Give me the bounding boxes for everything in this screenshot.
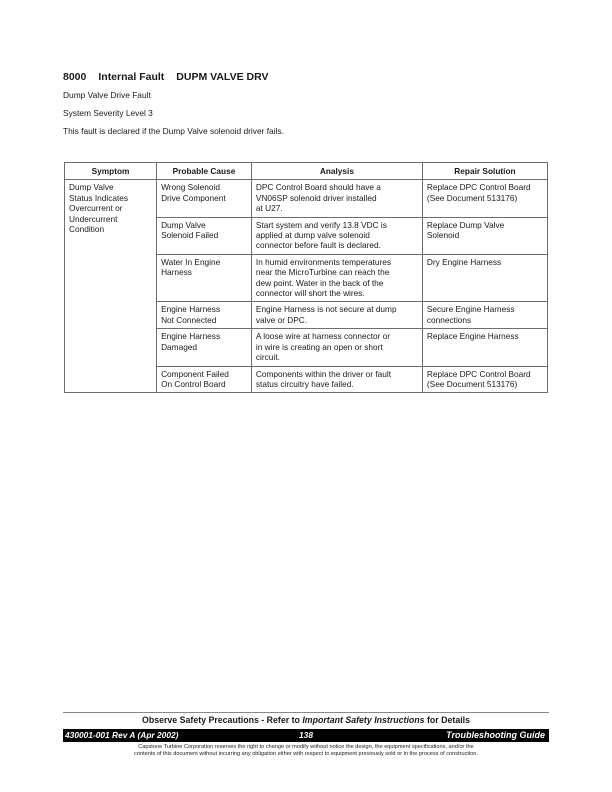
table-header-row xyxy=(65,163,548,180)
repair-solution-cell-line: Dry Engine Harness xyxy=(426,256,502,267)
table-row xyxy=(65,180,548,217)
repair-solution-cell xyxy=(422,217,547,254)
analysis-cell-line: In humid environments temperatures xyxy=(255,256,392,267)
analysis-cell-line: DPC Control Board should have a xyxy=(255,182,381,193)
footer-divider xyxy=(63,712,549,713)
probable-cause-cell-line: Wrong Solenoid xyxy=(161,182,220,193)
repair-solution-cell xyxy=(422,254,547,302)
guide-title: Troubleshooting Guide xyxy=(446,730,545,740)
safety-note-prefix: Observe Safety Precautions - Refer to xyxy=(141,715,303,725)
analysis-cell xyxy=(251,366,422,393)
probable-cause-cell xyxy=(157,254,252,302)
repair-solution-cell-line: Replace Dump Valve xyxy=(426,219,505,230)
fault-name: DUPM VALVE DRV xyxy=(176,71,269,83)
probable-cause-cell-line: Drive Component xyxy=(161,192,226,203)
analysis-cell xyxy=(251,180,422,217)
repair-solution-cell-line: Solenoid xyxy=(426,230,460,241)
analysis-cell-line: Components within the driver or fault xyxy=(255,368,392,379)
repair-solution-cell xyxy=(422,366,547,393)
repair-solution-cell xyxy=(422,180,547,217)
probable-cause-cell xyxy=(157,180,252,217)
analysis-cell-line: Engine Harness is not secure at dump xyxy=(255,304,397,315)
repair-solution-cell-line: Replace DPC Control Board xyxy=(426,368,531,379)
analysis-cell-line: connector before fault is declared. xyxy=(255,240,381,251)
probable-cause-cell-line: Engine Harness xyxy=(161,304,221,315)
probable-cause-cell-line: Damaged xyxy=(161,341,198,352)
probable-cause-cell-line: Not Connected xyxy=(161,314,217,325)
severity-level: System Severity Level 3 xyxy=(63,108,153,118)
analysis-cell-line: VN06SP solenoid driver installed xyxy=(255,192,377,203)
analysis-cell-line: at U27. xyxy=(255,203,283,214)
repair-solution-cell-line: connections xyxy=(426,314,472,325)
probable-cause-cell-line: Dump Valve xyxy=(161,219,206,230)
probable-cause-cell-line: Water In Engine xyxy=(161,256,221,267)
disclaimer-line: Capstone Turbine Corporation reserves the right to change or modify without notice the design, the equipment specifications, and/or the xyxy=(138,744,474,750)
probable-cause-cell-line: On Control Board xyxy=(161,378,226,389)
repair-solution-cell-line: Replace DPC Control Board xyxy=(426,182,531,193)
analysis-cell-line: Start system and verify 13.8 VDC is xyxy=(255,219,387,230)
analysis-cell xyxy=(251,254,422,302)
column-header-analysis: Analysis xyxy=(251,163,422,180)
column-header-repair-solution: Repair Solution xyxy=(422,163,547,180)
safety-note-reference: Important Safety Instructions xyxy=(302,715,425,725)
fault-subtitle: Dump Valve Drive Fault xyxy=(63,90,151,100)
analysis-cell xyxy=(251,302,422,329)
repair-solution-cell-line: (See Document 513176) xyxy=(426,192,518,203)
page-number: 138 xyxy=(299,730,313,740)
repair-solution-cell xyxy=(422,302,547,329)
disclaimer-line: contents of this document without incurring any obligation either with respect to equipment previously sold or in the process of construction. xyxy=(134,751,478,758)
disclaimer xyxy=(63,744,549,759)
fault-table xyxy=(64,162,548,393)
repair-solution-cell-line: Replace Engine Harness xyxy=(426,331,519,342)
analysis-cell-line: near the MicroTurbine can reach the xyxy=(255,267,390,278)
column-header-probable-cause: Probable Cause xyxy=(157,163,252,180)
probable-cause-cell-line: Solenoid Failed xyxy=(161,230,219,241)
analysis-cell-line: in wire is creating an open or short xyxy=(255,341,383,352)
probable-cause-cell-line: Engine Harness xyxy=(161,331,221,342)
analysis-cell-line: applied at dump valve solenoid xyxy=(255,230,370,241)
analysis-cell-line: circuit. xyxy=(255,352,280,363)
analysis-cell-line: A loose wire at harness connector or xyxy=(255,331,391,342)
probable-cause-cell-line: Component Failed xyxy=(161,368,229,379)
fault-heading xyxy=(63,71,268,83)
probable-cause-cell xyxy=(157,217,252,254)
probable-cause-cell xyxy=(157,302,252,329)
symptom-cell-line: Condition xyxy=(69,224,105,235)
probable-cause-cell-line: Harness xyxy=(161,267,192,278)
analysis-cell xyxy=(251,329,422,366)
fault-title: Internal Fault xyxy=(98,71,165,83)
footer-bar xyxy=(63,729,549,742)
symptom-cell-line: Undercurrent xyxy=(69,213,118,224)
symptom-cell-line: Status Indicates xyxy=(69,192,129,203)
probable-cause-cell xyxy=(157,366,252,393)
probable-cause-cell xyxy=(157,329,252,366)
symptom-cell xyxy=(65,180,157,393)
analysis-cell-line: connector will short the wires. xyxy=(255,288,365,299)
repair-solution-cell xyxy=(422,329,547,366)
table-body xyxy=(65,180,548,393)
safety-note xyxy=(63,715,549,725)
column-header-symptom: Symptom xyxy=(65,163,157,180)
analysis-cell xyxy=(251,217,422,254)
repair-solution-cell-line: Secure Engine Harness xyxy=(426,304,515,315)
analysis-cell-line: valve or DPC. xyxy=(255,314,308,325)
symptom-cell-line: Overcurrent or xyxy=(69,203,123,214)
repair-solution-cell-line: (See Document 513176) xyxy=(426,378,518,389)
safety-note-suffix: for Details xyxy=(424,715,471,725)
document-id: 430001-001 Rev A (Apr 2002) xyxy=(65,730,179,740)
fault-code: 8000 xyxy=(63,71,87,83)
fault-description: This fault is declared if the Dump Valve solenoid driver fails. xyxy=(63,126,284,136)
symptom-cell-line: Dump Valve xyxy=(69,182,114,193)
analysis-cell-line: status circuitry have failed. xyxy=(255,378,354,389)
analysis-cell-line: dew point. Water in the back of the xyxy=(255,277,384,288)
